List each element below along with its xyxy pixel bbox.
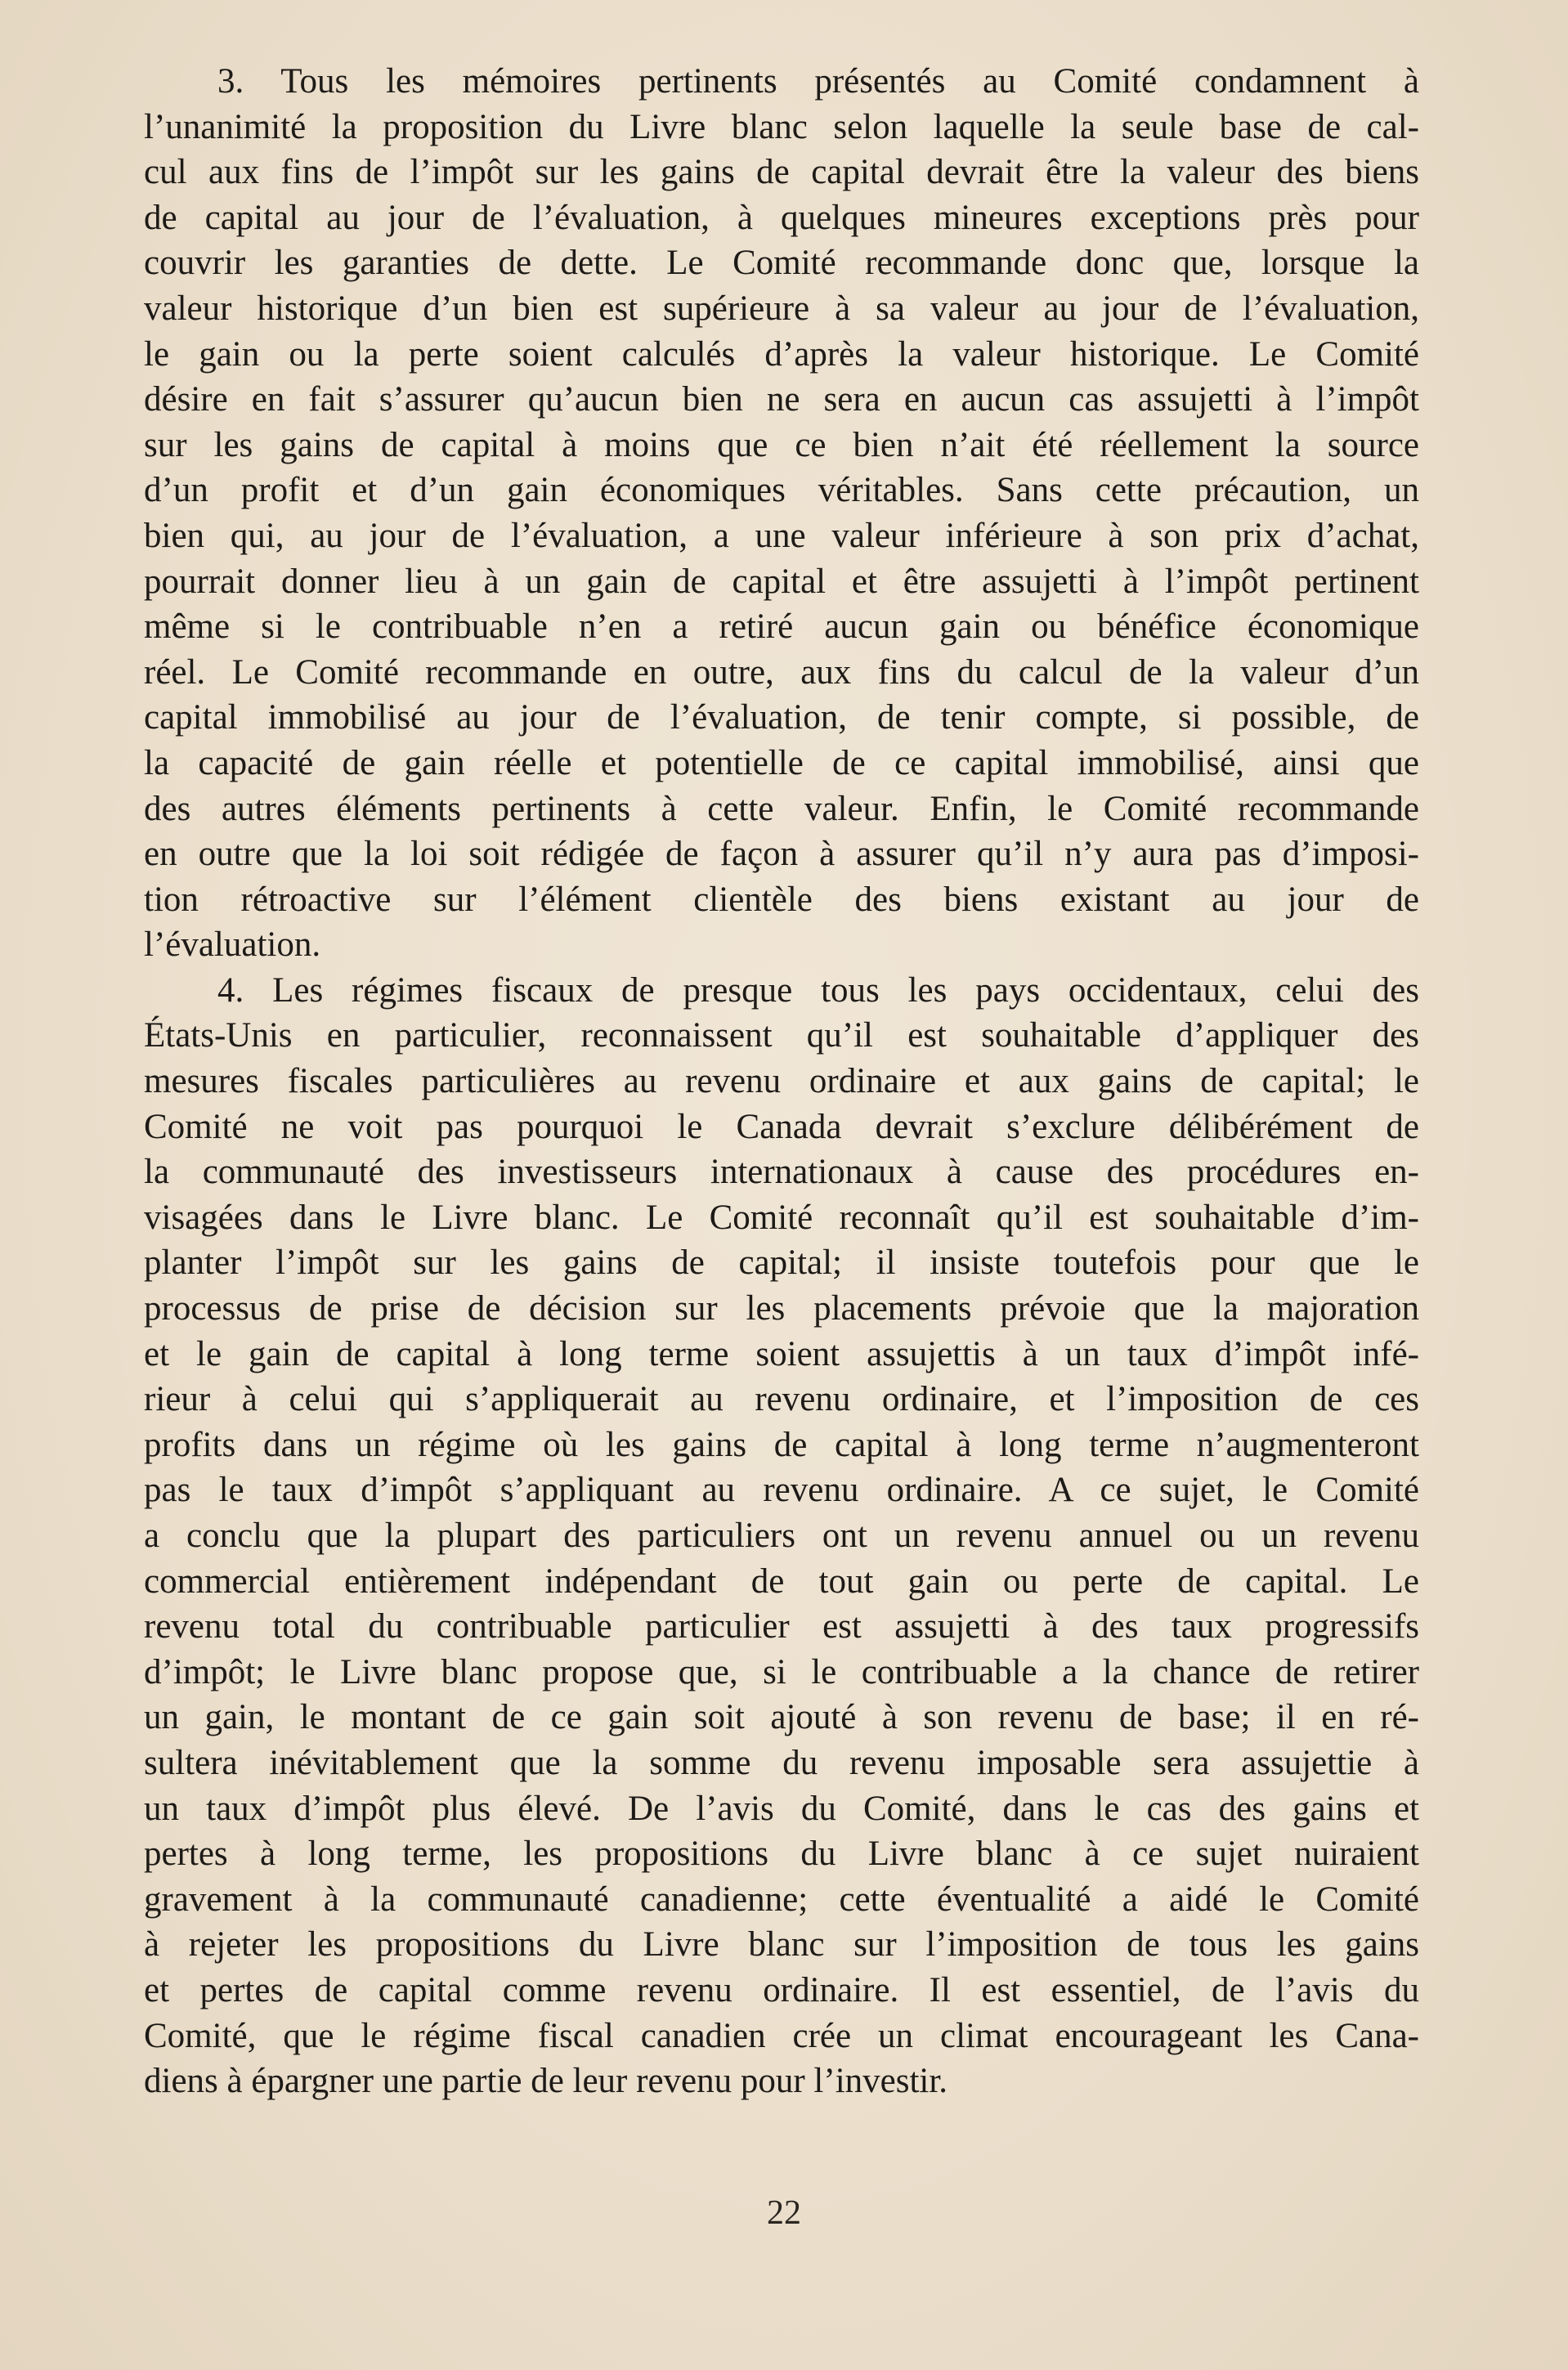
text-line: même si le contribuable n’en a retiré aucun gain ou bénéfice économique — [144, 607, 1419, 647]
text-line: pourrait donner lieu à un gain de capital et être assujetti à l’impôt pertinent — [144, 562, 1419, 601]
text-line: commercial entièrement indépendant de tout gain ou perte de capital. Le — [144, 1561, 1419, 1601]
text-line: en outre que la loi soit rédigée de façon à assurer qu’il n’y aura pas d’imposi- — [144, 835, 1419, 874]
text-line: valeur historique d’un bien est supérieure à sa valeur au jour de l’évaluation, — [144, 289, 1419, 328]
text-line: gravement à la communauté canadienne; cette éventualité a aidé le Comité — [144, 1879, 1419, 1919]
text-line: tion rétroactive sur l’élément clientèle des biens existant au jour de — [144, 880, 1419, 919]
text-line: et le gain de capital à long terme soient assujettis à un taux d’impôt infé- — [144, 1334, 1419, 1373]
text-line: un gain, le montant de ce gain soit ajouté à son revenu de base; il en ré- — [144, 1698, 1419, 1737]
text-line: la communauté des investisseurs internationaux à cause des procédures en- — [144, 1153, 1419, 1192]
page-number: 22 — [767, 2194, 801, 2232]
text-line: désire en fait s’assurer qu’aucun bien ne sera en aucun cas assujetti à l’impôt — [144, 380, 1419, 419]
text-line: mesures fiscales particulières au revenu ordinaire et aux gains de capital; le — [144, 1062, 1419, 1101]
text-line: pertes à long terme, les propositions du Livre blanc à ce sujet nuiraient — [144, 1835, 1419, 1874]
text-line: des autres éléments pertinents à cette valeur. Enfin, le Comité recommande — [144, 789, 1419, 828]
text-line: États-Unis en particulier, reconnaissent qu’il est souhaitable d’appliquer des — [144, 1016, 1419, 1055]
text-line: couvrir les garanties de dette. Le Comité recommande donc que, lorsque la — [144, 244, 1419, 283]
text-line: l’unanimité la proposition du Livre blanc selon laquelle la seule base de cal- — [144, 107, 1419, 146]
text-line: de capital au jour de l’évaluation, à quelques mineures exceptions près pour — [144, 198, 1419, 237]
text-line: sur les gains de capital à moins que ce bien n’ait été réellement la source — [144, 425, 1419, 464]
text-line: à rejeter les propositions du Livre blanc sur l’imposition de tous les gains — [144, 1925, 1419, 1965]
body-text — [144, 59, 1419, 2104]
text-line: sultera inévitablement que la somme du revenu imposable sera assujettie à — [144, 1743, 1419, 1782]
text-line: visagées dans le Livre blanc. Le Comité reconnaît qu’il est souhaitable d’im- — [144, 1198, 1419, 1237]
text-line: la capacité de gain réelle et potentielle de ce capital immobilisé, ainsi que — [144, 743, 1419, 782]
text-line: 4. Les régimes fiscaux de presque tous les pays occidentaux, celui des — [217, 970, 1419, 1010]
text-line: Comité ne voit pas pourquoi le Canada devrait s’exclure délibérément de — [144, 1107, 1419, 1146]
text-line: diens à épargner une partie de leur revenu pour l’investir. — [144, 2062, 948, 2101]
text-line: l’évaluation. — [144, 925, 321, 965]
text-line: rieur à celui qui s’appliquerait au revenu ordinaire, et l’imposition de ces — [144, 1380, 1419, 1419]
text-line: réel. Le Comité recommande en outre, aux fins du calcul de la valeur d’un — [144, 652, 1419, 692]
text-line: profits dans un régime où les gains de capital à long terme n’augmenteront — [144, 1425, 1419, 1464]
text-line: un taux d’impôt plus élevé. De l’avis du Comité, dans le cas des gains et — [144, 1789, 1419, 1828]
text-line: Comité, que le régime fiscal canadien crée un climat encourageant les Cana- — [144, 2016, 1419, 2055]
text-line: bien qui, au jour de l’évaluation, a une valeur inférieure à son prix d’achat, — [144, 516, 1419, 555]
text-line: d’un profit et d’un gain économiques véritables. Sans cette précaution, un — [144, 471, 1419, 510]
text-line: le gain ou la perte soient calculés d’après la valeur historique. Le Comité — [144, 334, 1419, 374]
text-line: 3. Tous les mémoires pertinents présentés au Comité condamnent à — [217, 62, 1419, 101]
text-line: pas le taux d’impôt s’appliquant au revenu ordinaire. A ce sujet, le Comité — [144, 1471, 1419, 1510]
text-line: capital immobilisé au jour de l’évaluation, de tenir compte, si possible, de — [144, 698, 1419, 737]
paragraph-3 — [144, 59, 1419, 968]
text-line: et pertes de capital comme revenu ordinaire. Il est essentiel, de l’avis du — [144, 1970, 1419, 2009]
text-line: d’impôt; le Livre blanc propose que, si le contribuable a la chance de retirer — [144, 1652, 1419, 1691]
text-line: revenu total du contribuable particulier est assujetti à des taux progressifs — [144, 1607, 1419, 1646]
paragraph-4 — [144, 968, 1419, 2104]
text-line: cul aux fins de l’impôt sur les gains de capital devrait être la valeur des biens — [144, 153, 1419, 192]
text-line: processus de prise de décision sur les placements prévoie que la majoration — [144, 1289, 1419, 1328]
text-line: planter l’impôt sur les gains de capital; il insiste toutefois pour que le — [144, 1243, 1419, 1283]
text-line: a conclu que la plupart des particuliers ont un revenu annuel ou un revenu — [144, 1517, 1419, 1555]
